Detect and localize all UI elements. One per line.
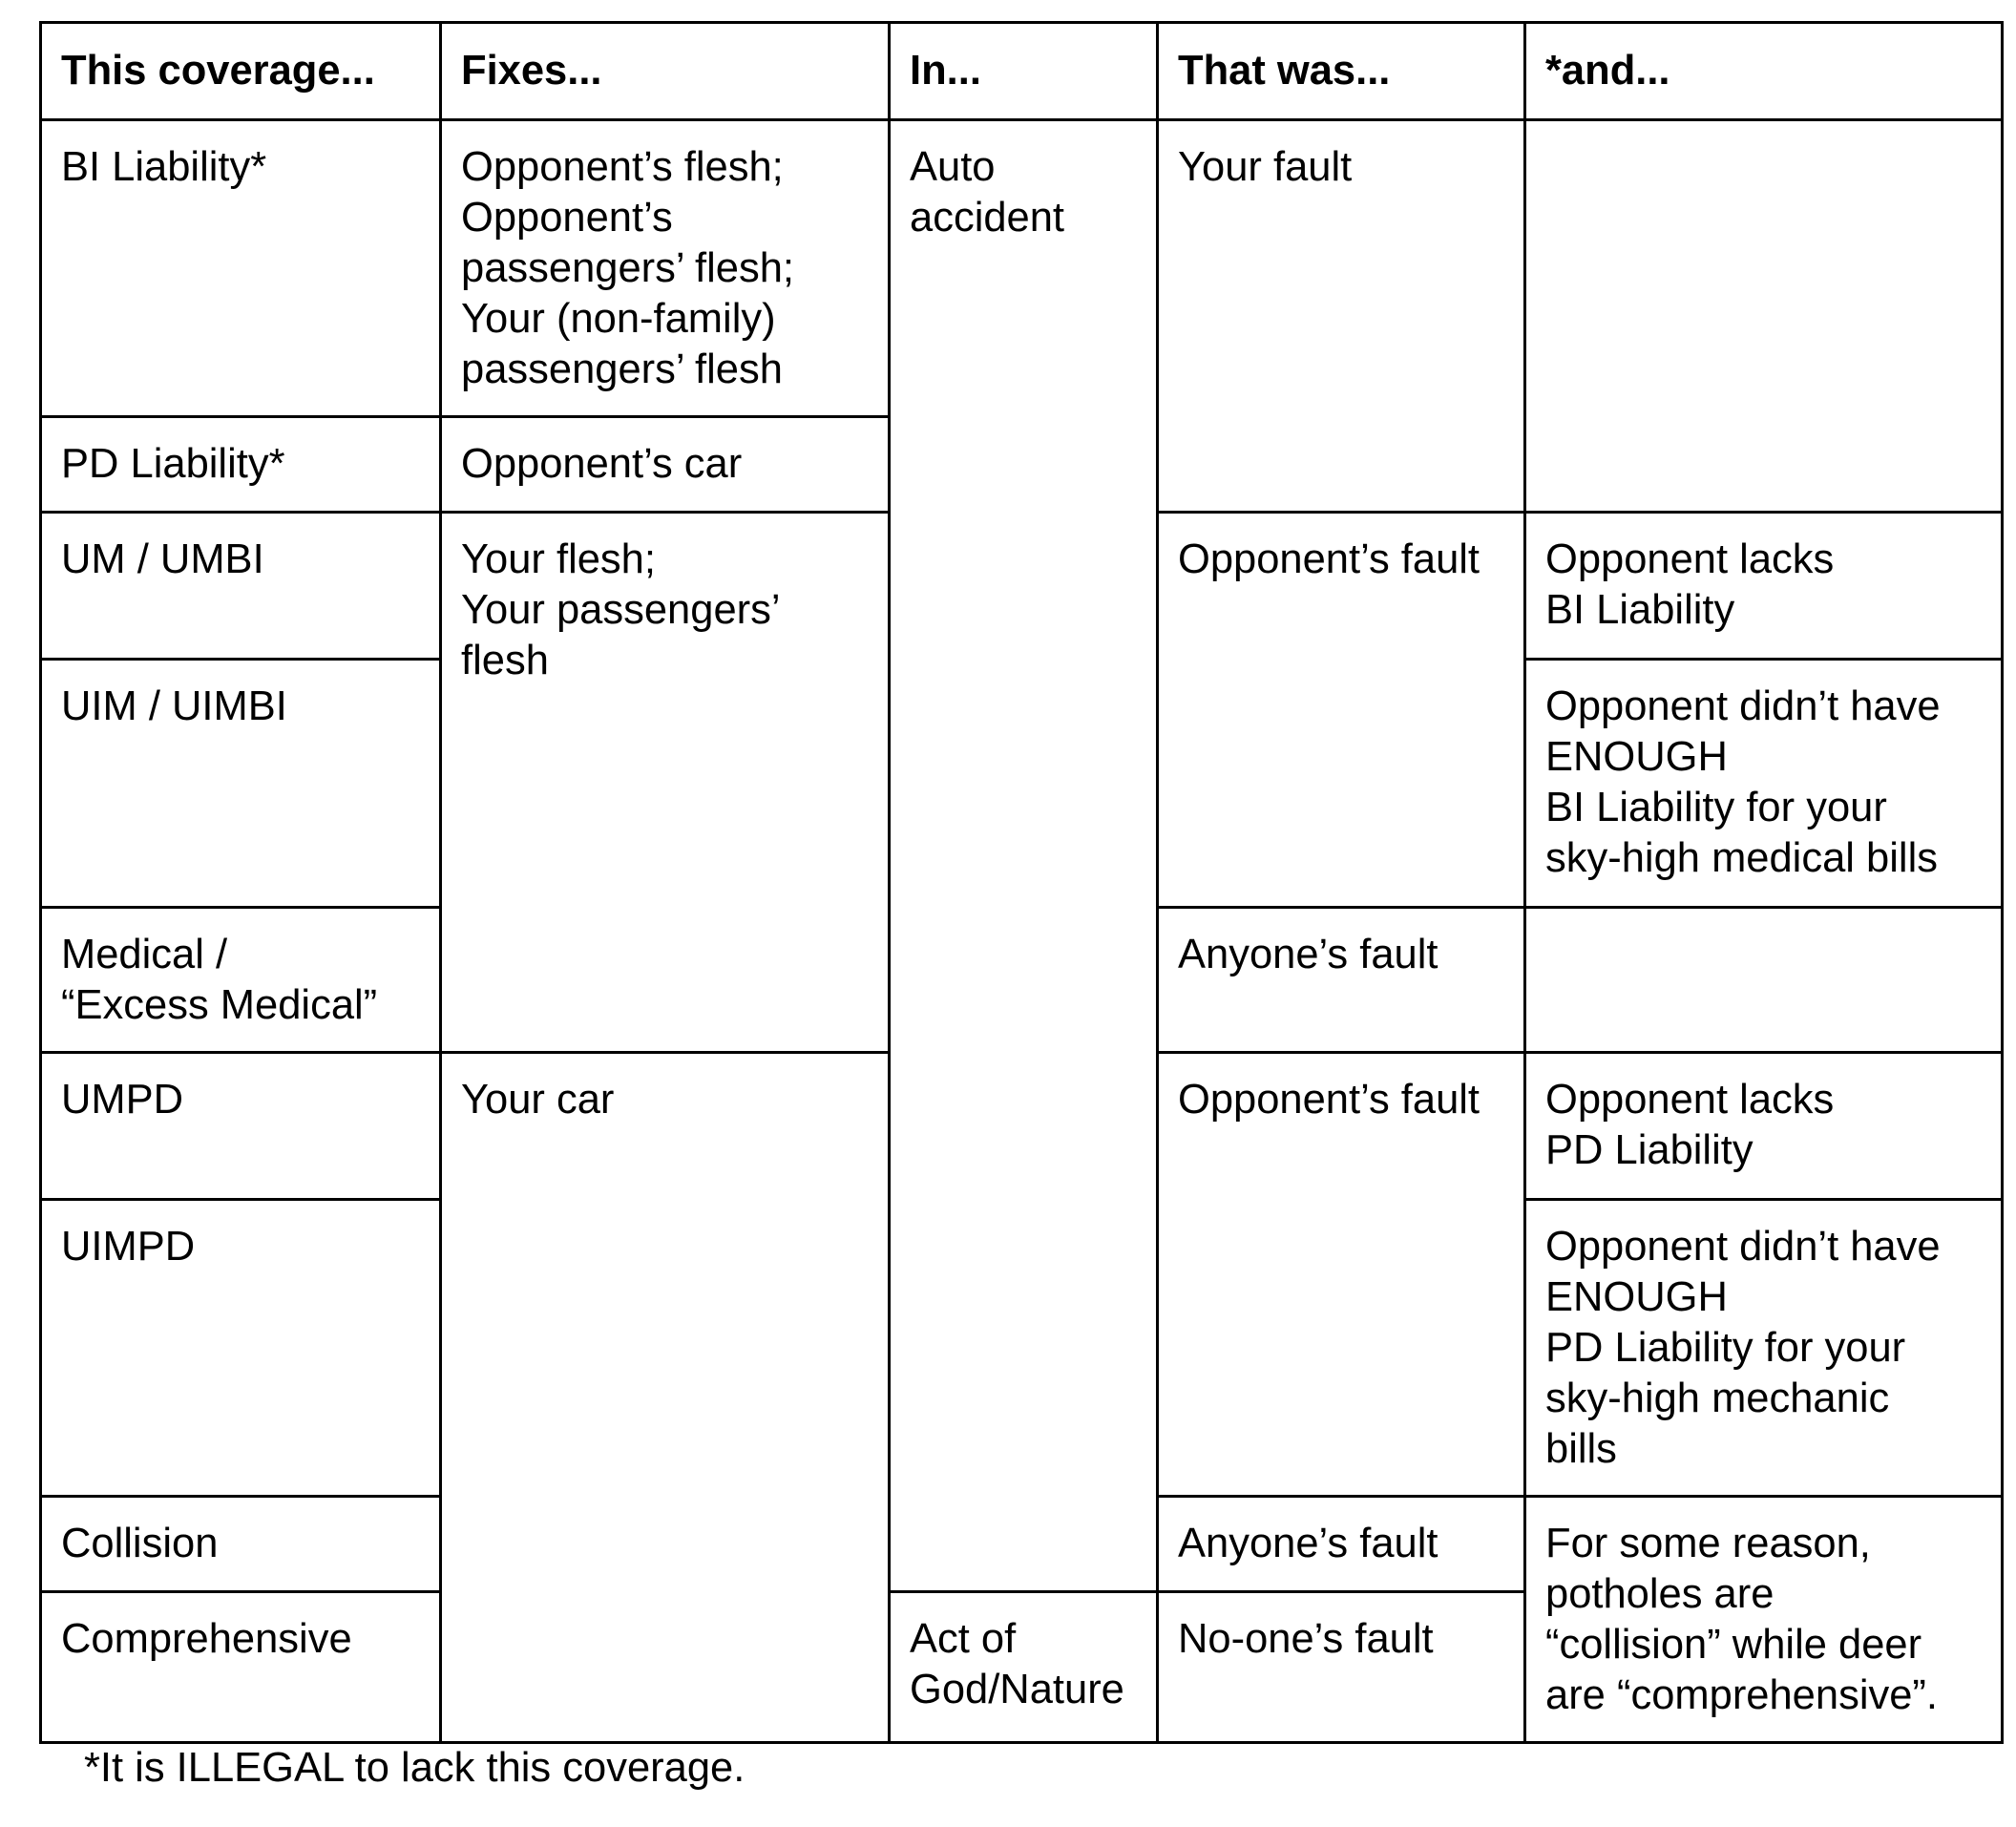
coverage-table <box>39 21 2004 1744</box>
coverage-um-umbi: UM / UMBI <box>41 513 441 660</box>
header-and: *and... <box>1525 23 2003 120</box>
coverage-uim-uimbi: UIM / UIMBI <box>41 660 441 908</box>
header-row <box>41 23 2003 120</box>
fault-no-one: No-one’s fault <box>1158 1592 1525 1743</box>
fault-your-fault: Your fault <box>1158 120 1525 513</box>
and-um-umbi: Opponent lacks BI Liability <box>1525 513 2003 660</box>
fixes-pd-liability: Opponent’s car <box>441 417 890 513</box>
and-collision-comprehensive: For some reason, potholes are “collision” while deer are “comprehensive”. <box>1525 1497 2003 1743</box>
fault-opponent-bi: Opponent’s fault <box>1158 513 1525 908</box>
header-that-was: That was... <box>1158 23 1525 120</box>
and-medical <box>1525 908 2003 1053</box>
coverage-collision: Collision <box>41 1497 441 1592</box>
coverage-comprehensive: Comprehensive <box>41 1592 441 1743</box>
fixes-your-flesh: Your flesh; Your passengers’ flesh <box>441 513 890 1053</box>
footnote: *It is ILLEGAL to lack this coverage. <box>84 1745 746 1791</box>
table-row <box>41 120 2003 417</box>
fixes-bi-liability: Opponent’s flesh; Opponent’s passengers’ flesh; Your (non-family) passengers’ flesh <box>441 120 890 417</box>
coverage-uimpd: UIMPD <box>41 1200 441 1497</box>
and-umpd: Opponent lacks PD Liability <box>1525 1053 2003 1200</box>
header-coverage: This coverage... <box>41 23 441 120</box>
coverage-umpd: UMPD <box>41 1053 441 1200</box>
and-uim-uimbi: Opponent didn’t have ENOUGH BI Liability for your sky-high medical bills <box>1525 660 2003 908</box>
in-act-of-god: Act of God/Nature <box>890 1592 1158 1743</box>
in-auto-accident: Auto accident <box>890 120 1158 1592</box>
fixes-your-car: Your car <box>441 1053 890 1743</box>
fault-opponent-pd: Opponent’s fault <box>1158 1053 1525 1497</box>
header-in: In... <box>890 23 1158 120</box>
fault-anyone-medical: Anyone’s fault <box>1158 908 1525 1053</box>
coverage-pd-liability: PD Liability* <box>41 417 441 513</box>
coverage-medical: Medical / “Excess Medical” <box>41 908 441 1053</box>
and-uimpd: Opponent didn’t have ENOUGH PD Liability for your sky-high mechanic bills <box>1525 1200 2003 1497</box>
and-liability <box>1525 120 2003 513</box>
header-fixes: Fixes... <box>441 23 890 120</box>
fault-anyone-collision: Anyone’s fault <box>1158 1497 1525 1592</box>
coverage-bi-liability: BI Liability* <box>41 120 441 417</box>
